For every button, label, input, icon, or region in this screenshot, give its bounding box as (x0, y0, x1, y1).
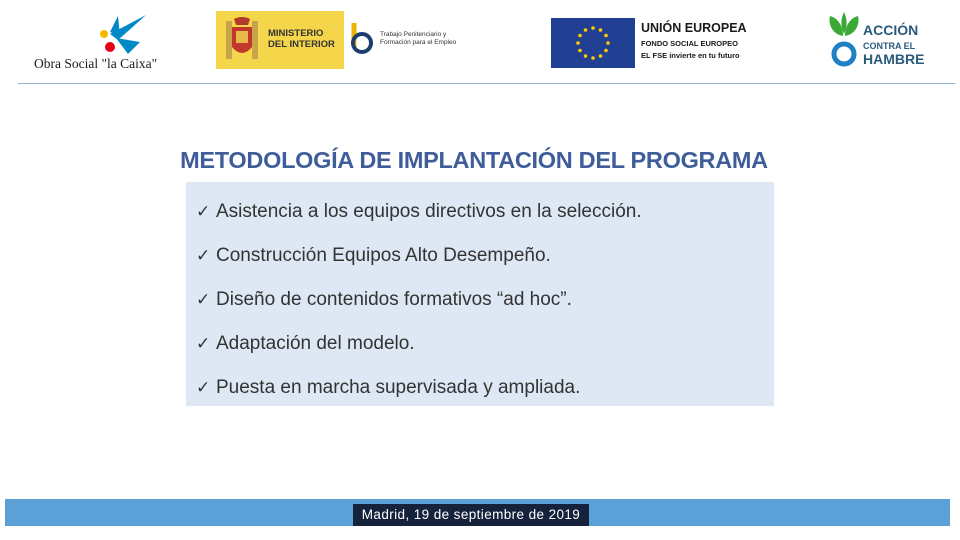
list-item: ✓ Asistencia a los equipos directivos en la selección. (196, 201, 642, 222)
list-item: ✓ Adaptación del modelo. (196, 333, 415, 354)
checkmark-icon: ✓ (196, 246, 211, 266)
checkmark-icon: ✓ (196, 334, 211, 354)
accion-contra-el-hambre-logo (826, 12, 936, 72)
checkmark-icon: ✓ (196, 290, 211, 310)
methodology-box (186, 182, 774, 406)
list-item: ✓ Construcción Equipos Alto Desempeño. (196, 245, 551, 266)
methodology-list (196, 201, 642, 421)
checkmark-icon: ✓ (196, 202, 211, 222)
checkmark-icon: ✓ (196, 378, 211, 398)
coat-of-arms-icon (222, 17, 262, 63)
header-divider (18, 83, 955, 84)
list-item: ✓ Puesta en marcha supervisada y ampliada. (196, 377, 581, 398)
ministerio-text: MINISTERIO DEL INTERIOR (268, 28, 335, 50)
caixa-star-icon (88, 12, 152, 56)
trabajo-penitenciario-text: Trabajo Penitenciario y Formación para el Empleo (380, 31, 457, 46)
union-europea-logo (551, 18, 759, 68)
ministerio-interior-logo (216, 11, 480, 69)
caixa-logo-text: Obra Social "la Caixa" (34, 56, 158, 71)
accion-text-3: HAMBRE (863, 51, 925, 67)
eu-flag-icon (551, 18, 635, 68)
slide-title: METODOLOGÍA DE IMPLANTACIÓN DEL PROGRAMA (180, 147, 768, 173)
accion-leaf-icon (826, 12, 862, 70)
logo-header (0, 0, 960, 82)
eu-fondo-social: FONDO SOCIAL EUROPEO (641, 39, 738, 48)
eu-fse-tagline: EL FSE invierte en tu futuro (641, 51, 740, 60)
obra-social-la-caixa-logo (30, 8, 170, 74)
eu-title: UNIÓN EUROPEA (641, 21, 747, 35)
footer-date: Madrid, 19 de septiembre de 2019 (353, 504, 589, 526)
list-item: ✓ Diseño de contenidos formativos “ad hoc”. (196, 289, 572, 310)
trabajo-penitenciario-icon (344, 21, 378, 57)
accion-text-1: ACCIÓN (863, 22, 919, 38)
accion-text-2: CONTRA EL (863, 41, 916, 51)
